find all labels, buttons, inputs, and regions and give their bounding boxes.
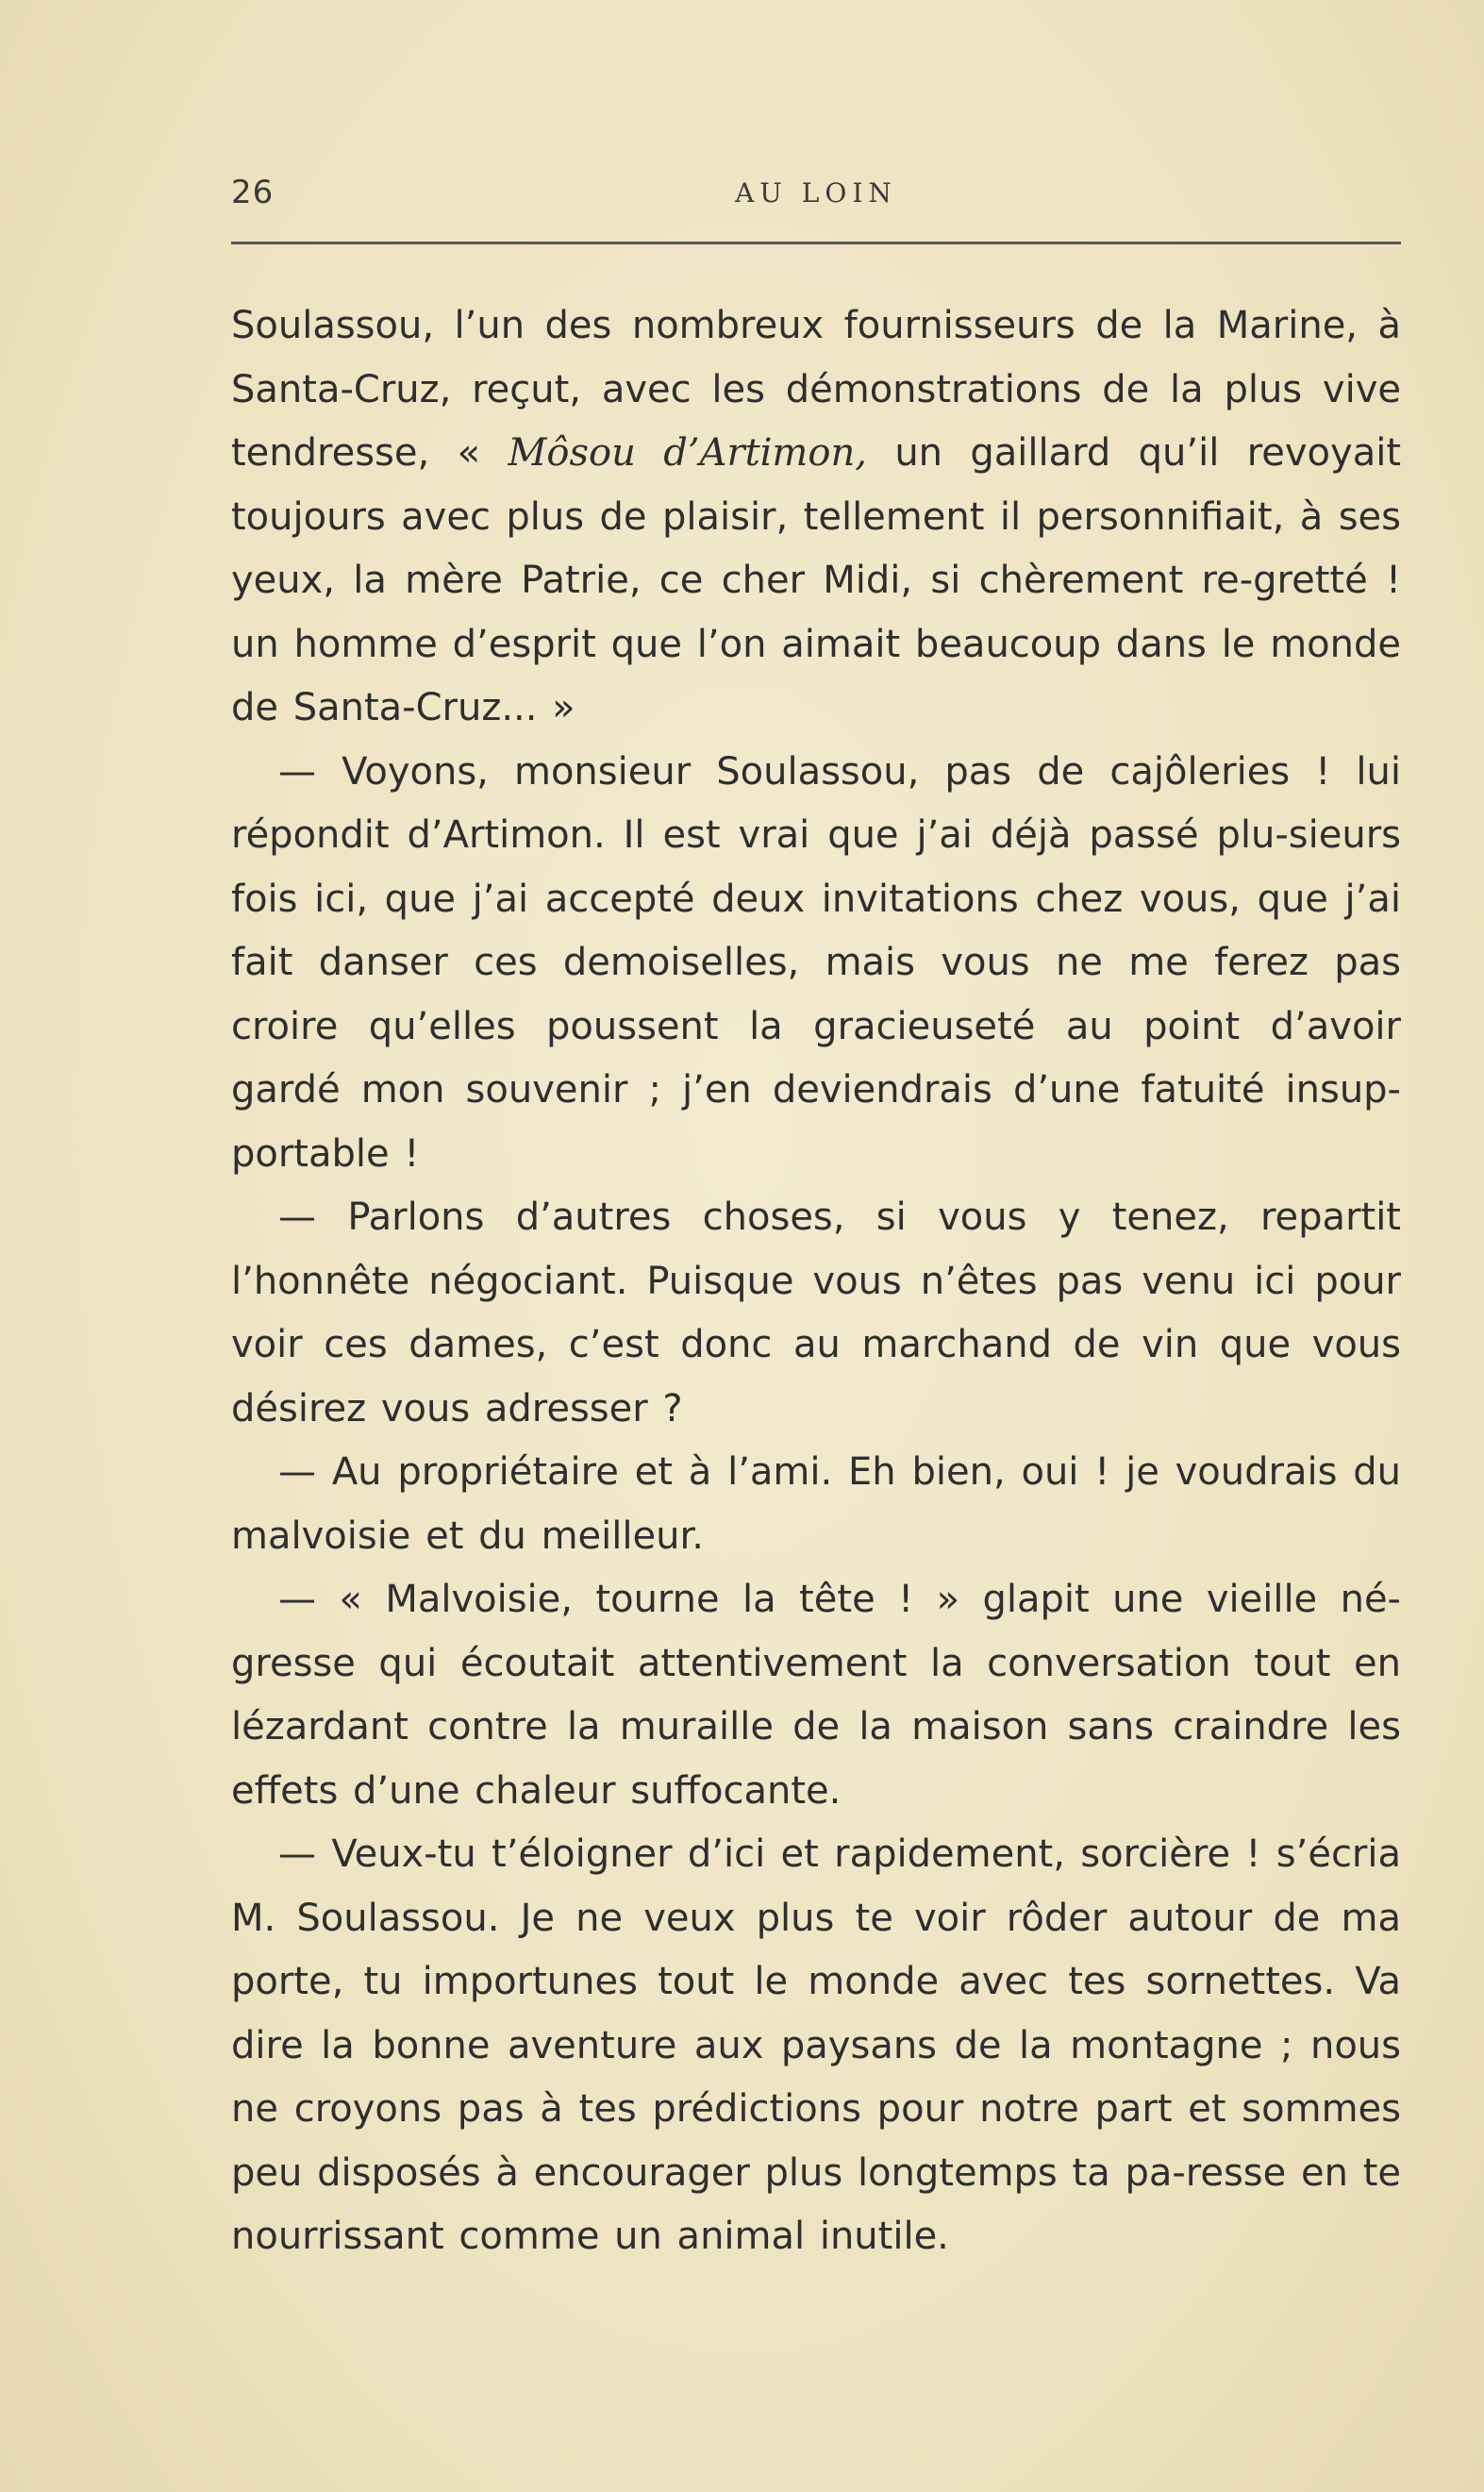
paragraph-text: un gaillard qu’il revoyait toujours avec plus de plaisir, tellement il personnifiait, à ses yeux, la mère Patrie, ce cher Midi, si chèrement re-gretté ! un homme d’esprit que l’on aimait beaucoup dans le monde de Santa-Cruz... » — [231, 431, 1402, 729]
running-title: AU LOIN — [735, 177, 897, 209]
paragraph: — Voyons, monsieur Soulassou, pas de cajôleries ! lui répondit d’Artimon. Il est vrai que j’ai déjà passé plu-sieurs fois ici, que j’ai accepté deux invitations chez vous, que j’ai fait danser ces demoiselles, mais vous ne me ferez pas croire qu’elles poussent la gracieuseté au point d’avoir gardé mon souvenir ; j’en deviendrais d’une fatuité insup-portable ! — [231, 749, 1401, 1176]
page-number: 26 — [231, 174, 275, 211]
paragraph — [231, 294, 1401, 741]
paragraph: — Au propriétaire et à l’ami. Eh bien, oui ! je voudrais du malvoisie et du meilleur. — [231, 1450, 1401, 1558]
page-header — [231, 174, 1401, 221]
body-text — [231, 294, 1401, 2269]
paragraph: — Parlons d’autres choses, si vous y tenez, repartit l’honnête négociant. Puisque vous n’êtes pas venu ici pour voir ces dames, c’est donc au marchand de vin que vous désirez vous adresser ? — [231, 1196, 1401, 1430]
paragraph: — Veux-tu t’éloigner d’ici et rapidement, sorcière ! s’écria M. Soulassou. Je ne veux plus te voir rôder autour de ma porte, tu importunes tout le monde avec tes sornettes. Va dire la bonne aventure aux paysans de la montagne ; nous ne croyons pas à tes prédictions pour notre part et sommes peu disposés à encourager plus longtemps ta pa-resse en te nourrissant comme un animal inutile. — [231, 1832, 1401, 2258]
italic-name: Môsou d’Artimon, — [508, 431, 867, 475]
header-rule — [231, 242, 1401, 244]
paragraph: — « Malvoisie, tourne la tête ! » glapit une vieille né-gresse qui écoutait attentivement la conversation tout en lézardant contre la muraille de la maison sans craindre les effets d’une chaleur suffocante. — [231, 1578, 1401, 1813]
paragraph-text: Soulassou, l’un des nombreux fournisseurs de la Marine, à Santa-Cruz, reçut, avec les démonstrations de la plus vive tendresse, « — [231, 304, 1401, 475]
